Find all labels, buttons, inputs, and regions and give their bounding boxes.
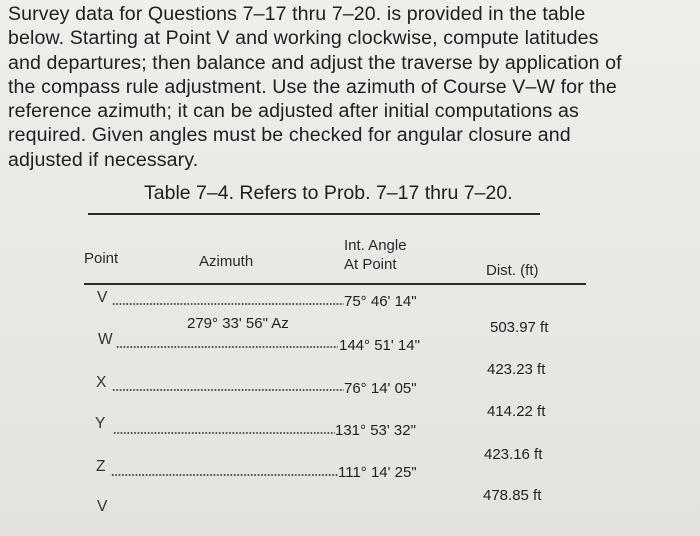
statement-line: required. Given angles must be checked for angular closure and (8, 124, 571, 147)
statement-line: adjusted if necessary. (8, 148, 199, 171)
point-label: X (96, 374, 107, 391)
header-angle-line1: Int. Angle (344, 237, 407, 254)
leader-dots (116, 346, 338, 348)
interior-angle: 76° 14' 05" (344, 380, 417, 397)
caption-rule (88, 213, 540, 215)
course-distance: 478.85 ft (483, 487, 542, 504)
course-azimuth: 279° 33' 56" Az (187, 315, 289, 332)
course-distance: 503.97 ft (490, 319, 549, 336)
header-distance: Dist. (ft) (486, 262, 539, 279)
statement-line: reference azimuth; it can be adjusted after initial computations as (8, 100, 579, 123)
statement-line: and departures; then balance and adjust the traverse by application of (8, 51, 622, 74)
header-point: Point (84, 250, 119, 267)
course-distance: 423.16 ft (484, 446, 543, 463)
interior-angle: 75° 46' 14" (344, 293, 417, 310)
point-label: Z (96, 458, 106, 475)
interior-angle: 131° 53' 32" (335, 422, 416, 439)
point-label: W (98, 331, 113, 348)
interior-angle: 144° 51' 14" (339, 337, 420, 354)
point-label: V (97, 498, 108, 515)
header-rule (84, 283, 586, 285)
header-azimuth: Azimuth (199, 253, 254, 270)
problem-statement (8, 2, 692, 172)
statement-line: below. Starting at Point V and working clockwise, compute latitudes (8, 27, 599, 50)
point-label: V (97, 289, 108, 306)
course-distance: 423.23 ft (487, 361, 546, 378)
leader-dots (113, 432, 335, 434)
header-interior-angle (344, 236, 407, 274)
statement-line: the compass rule adjustment. Use the azimuth of Course V–W for the (8, 75, 617, 98)
interior-angle: 111° 14' 25" (338, 464, 417, 481)
statement-line: Survey data for Questions 7–17 thru 7–20. is provided in the table (8, 3, 586, 25)
course-distance: 414.22 ft (487, 403, 546, 420)
table-caption: Table 7–4. Refers to Prob. 7–17 thru 7–20. (144, 182, 513, 204)
leader-dots (112, 303, 344, 305)
header-angle-line2: At Point (344, 256, 397, 273)
leader-dots (112, 389, 344, 391)
leader-dots (111, 474, 338, 476)
point-label: Y (95, 415, 106, 432)
